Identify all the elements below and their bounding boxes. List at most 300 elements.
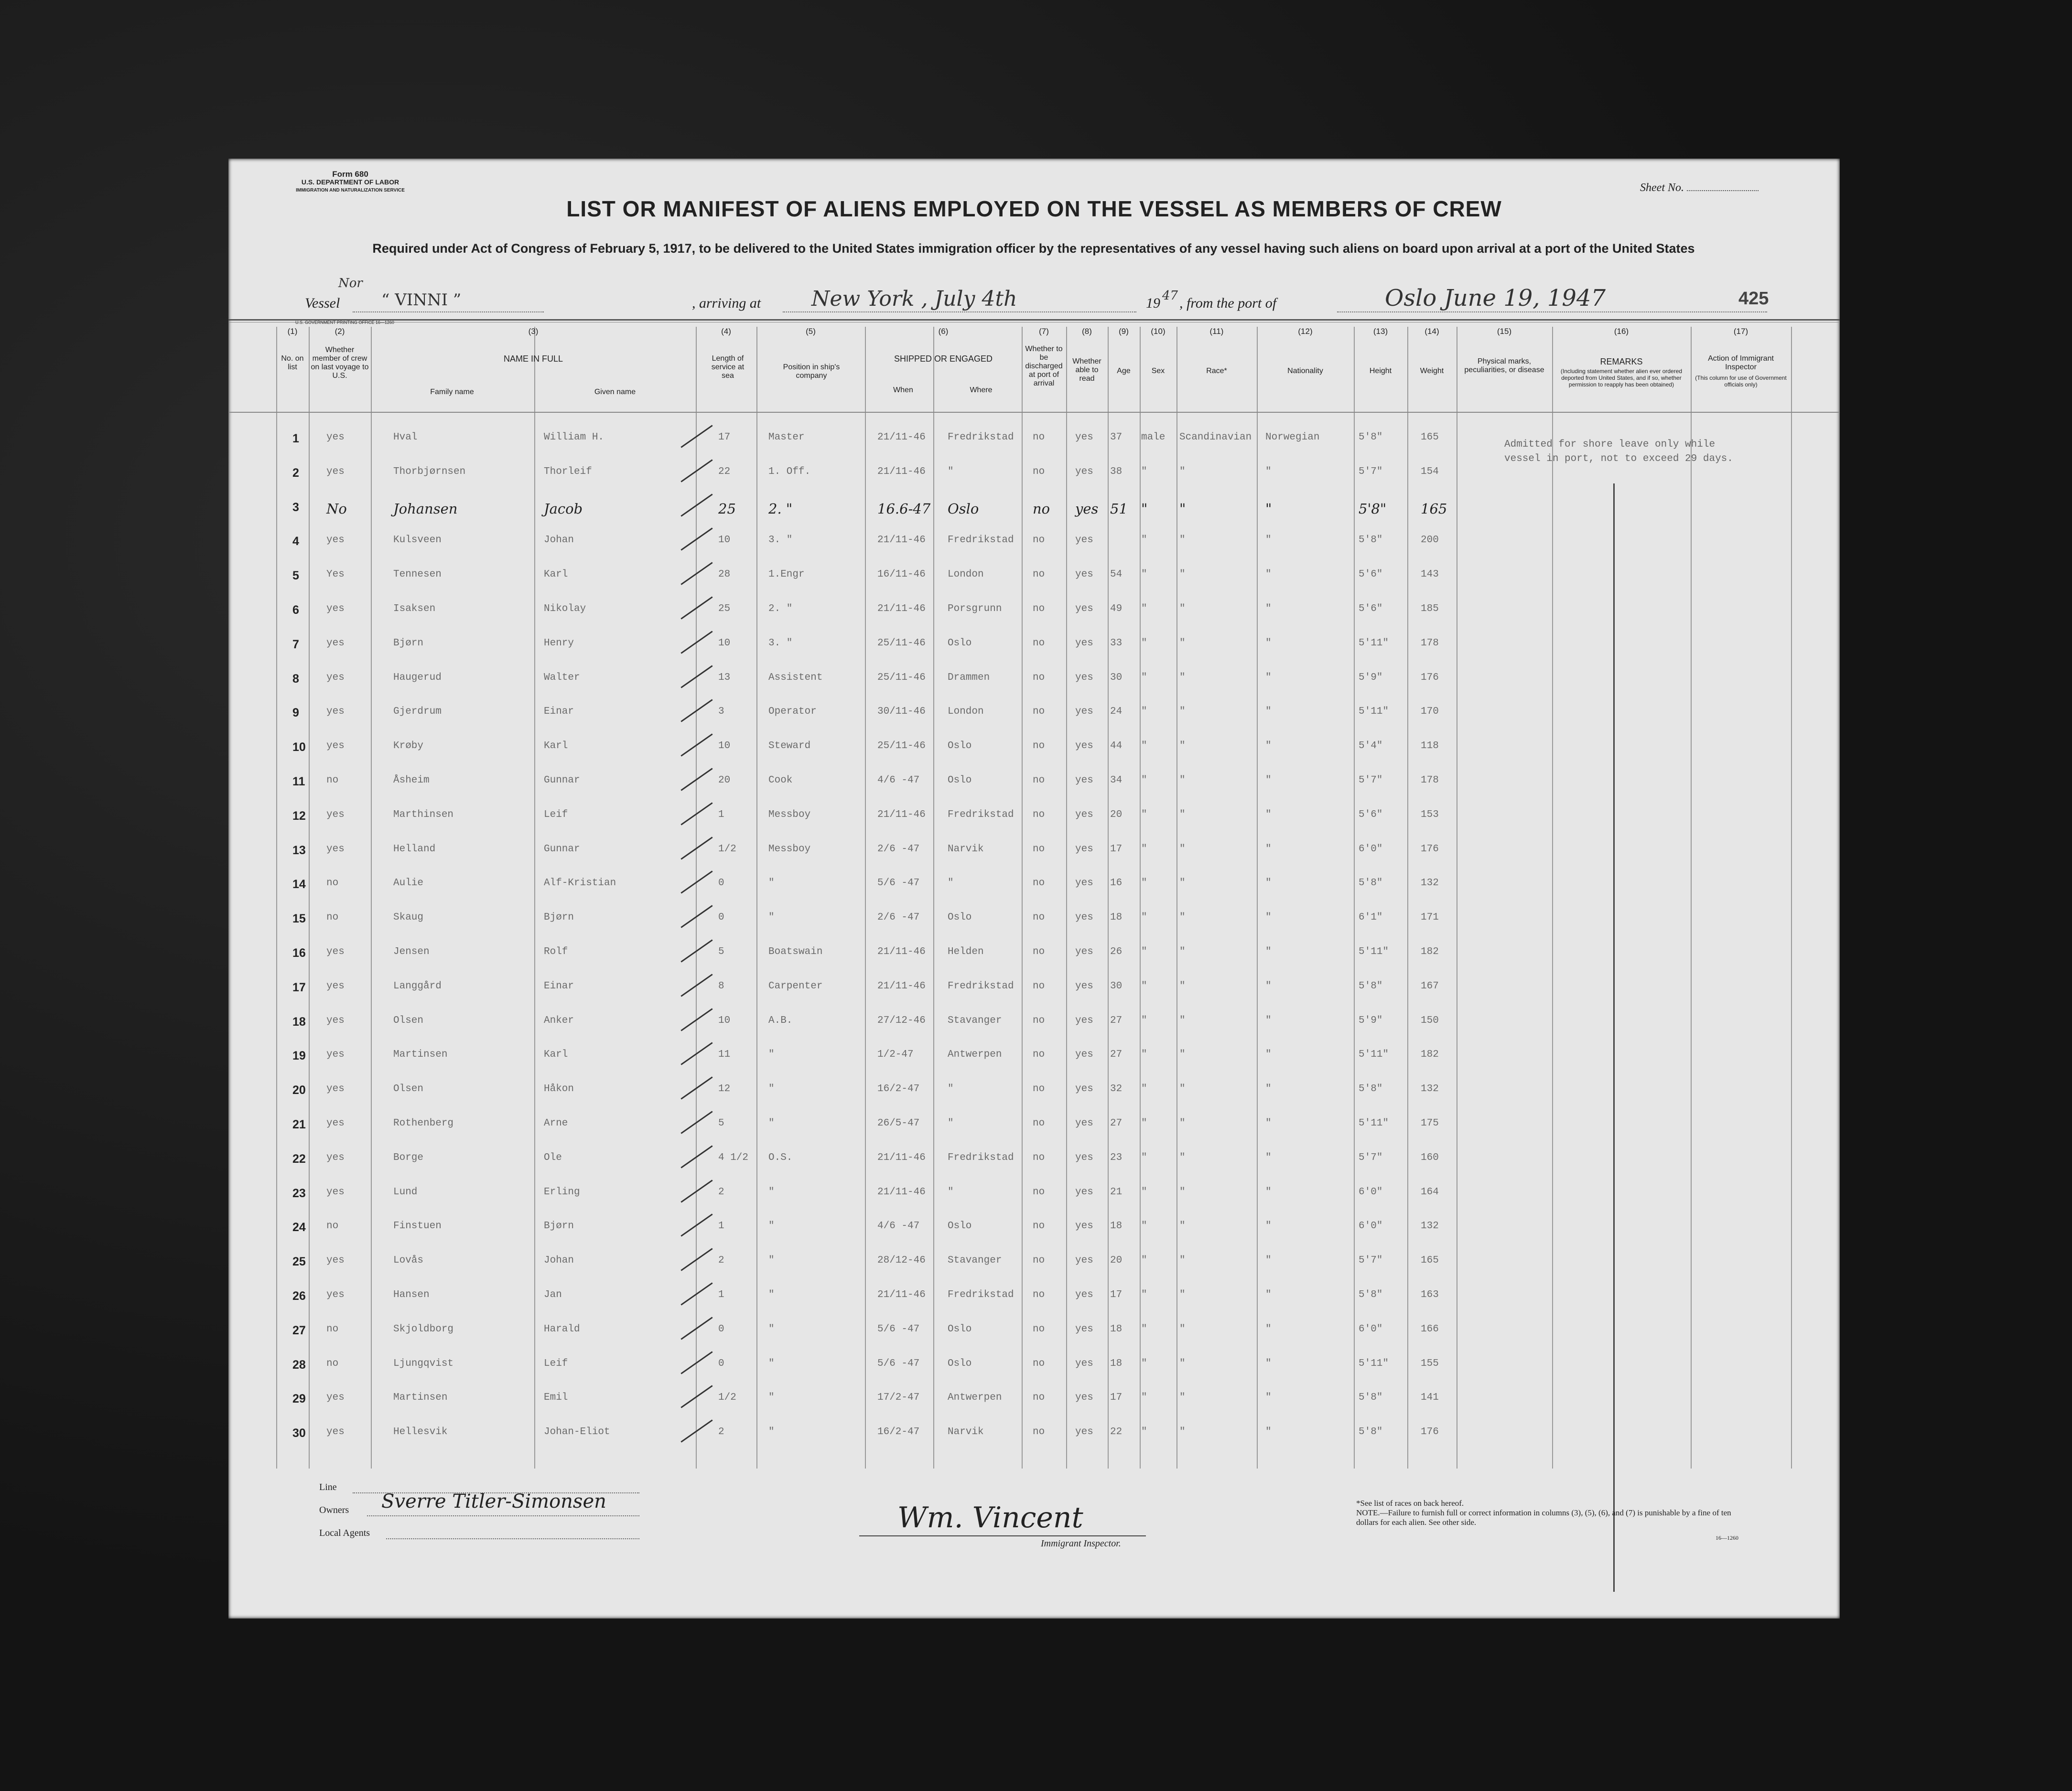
where-cell: Fredrikstad <box>948 432 1014 443</box>
col-hdr-no: No. on list <box>281 354 304 371</box>
col-num-6: (6) <box>938 327 949 336</box>
row-number: 25 <box>292 1255 306 1269</box>
table-row <box>228 731 1840 764</box>
given-name-cell: Leif <box>544 809 568 820</box>
from-value: Oslo June 19, 1947 <box>1385 285 1606 311</box>
height-cell: 5'8" <box>1359 1083 1383 1095</box>
col-num-1: (1) <box>287 327 298 336</box>
nationality-cell: " <box>1265 1015 1272 1026</box>
read-cell: yes <box>1075 912 1093 923</box>
printing-office: U.S. GOVERNMENT PRINTING OFFICE 16—1260 <box>295 320 394 325</box>
race-cell: " <box>1179 535 1186 546</box>
tally-mark <box>680 1282 712 1305</box>
tally-mark <box>680 665 712 688</box>
height-cell: 6'0" <box>1359 1221 1383 1232</box>
age-cell: 16 <box>1110 878 1122 889</box>
family-name-cell: Thorbjørnsen <box>393 466 466 477</box>
year-value: 47 <box>1162 289 1178 303</box>
form-code: 16—1260 <box>1716 1534 1738 1541</box>
position-cell: Carpenter <box>768 980 823 992</box>
race-cell: " <box>1179 637 1186 649</box>
col-num-4: (4) <box>721 327 731 336</box>
nationality-cell: Norwegian <box>1265 432 1320 443</box>
col-hdr-physical: Physical marks, peculiarities, or disease <box>1464 357 1544 374</box>
prev-voyage-cell: yes <box>326 809 345 820</box>
stamp-number: 425 <box>1738 289 1769 309</box>
when-cell: 2/6 -47 <box>877 912 920 923</box>
prev-voyage-cell: yes <box>326 535 345 546</box>
tally-mark <box>680 1008 712 1031</box>
when-cell: 2/6 -47 <box>877 843 920 855</box>
family-name-cell: Hansen <box>393 1289 430 1300</box>
tally-mark <box>680 1042 712 1065</box>
tally-mark <box>680 1077 712 1100</box>
prev-voyage-cell: yes <box>326 1289 345 1300</box>
height-cell: 5'8" <box>1359 1289 1383 1300</box>
prev-voyage-cell: yes <box>326 843 345 855</box>
weight-cell: 165 <box>1421 1255 1439 1266</box>
age-cell: 33 <box>1110 637 1122 649</box>
age-cell: 18 <box>1110 1323 1122 1335</box>
col-hdr-remarks-note: (Including statement whether alien ever ordered deported from United States, and if so, whether permission to reapply has been obtained) <box>1560 368 1683 388</box>
service-cell: 0 <box>718 1358 724 1369</box>
from-underline <box>1337 311 1767 312</box>
position-cell: " <box>768 1392 775 1404</box>
family-name-cell: Jensen <box>393 946 430 957</box>
race-cell: " <box>1179 843 1186 855</box>
weight-cell: 118 <box>1421 740 1439 752</box>
tally-mark <box>680 939 712 962</box>
arriving-underline <box>783 311 1136 312</box>
age-cell: 37 <box>1110 432 1122 443</box>
form-identifier <box>279 170 422 194</box>
position-cell: A.B. <box>768 1015 793 1026</box>
sex-cell: " <box>1141 672 1147 683</box>
vessel-name-underline <box>353 311 544 312</box>
weight-cell: 200 <box>1421 535 1439 546</box>
table-row <box>228 1245 1840 1279</box>
position-cell: " <box>768 1323 775 1335</box>
col-hdr-action: Action of Immigrant Inspector <box>1708 354 1774 371</box>
service-cell: 0 <box>718 912 724 923</box>
position-cell: 1. Off. <box>768 466 811 477</box>
vessel-prefix: Nor <box>338 276 363 290</box>
prev-voyage-cell: yes <box>326 432 345 443</box>
height-cell: 6'0" <box>1359 843 1383 855</box>
nationality-cell: " <box>1265 980 1272 992</box>
nationality-cell: " <box>1265 569 1272 580</box>
weight-cell: 154 <box>1421 466 1439 477</box>
read-cell: yes <box>1075 1392 1093 1404</box>
discharged-cell: no <box>1033 775 1045 786</box>
service-cell: 17 <box>718 432 731 443</box>
col-hdr-weight: Weight <box>1420 367 1444 375</box>
discharged-cell: no <box>1033 843 1045 855</box>
height-cell: 5'6" <box>1359 809 1383 820</box>
col-hdr-read: Whether able to read <box>1072 357 1101 383</box>
service-cell: 10 <box>718 637 731 649</box>
weight-cell: 132 <box>1421 1083 1439 1095</box>
row-number: 5 <box>292 569 299 583</box>
service-cell: 10 <box>718 1015 731 1026</box>
service-cell: 10 <box>718 740 731 752</box>
weight-cell: 132 <box>1421 1221 1439 1232</box>
col-hdr-shipped: SHIPPED OR ENGAGED <box>894 354 993 364</box>
nationality-cell: " <box>1265 1083 1272 1095</box>
sex-cell: " <box>1141 740 1147 752</box>
discharged-cell: no <box>1033 1083 1045 1095</box>
sex-cell: " <box>1141 1221 1147 1232</box>
given-name-cell: Erling <box>544 1186 580 1198</box>
height-cell: 5'8" <box>1359 1426 1383 1438</box>
table-row <box>228 1383 1840 1416</box>
age-cell: 17 <box>1110 1289 1122 1300</box>
weight-cell: 171 <box>1421 912 1439 923</box>
discharged-cell: no <box>1033 1152 1045 1163</box>
tally-mark <box>680 459 712 482</box>
weight-cell: 164 <box>1421 1186 1439 1198</box>
table-row <box>228 800 1840 833</box>
weight-cell: 178 <box>1421 775 1439 786</box>
where-cell: Oslo <box>948 912 972 923</box>
where-cell: Stavanger <box>948 1255 1002 1266</box>
service-cell: 1/2 <box>718 1392 736 1404</box>
given-name-cell: Arne <box>544 1118 568 1129</box>
nationality-cell: " <box>1265 672 1272 683</box>
where-cell: Oslo <box>948 1358 972 1369</box>
height-cell: 5'8" <box>1359 878 1383 889</box>
age-cell: 54 <box>1110 569 1122 580</box>
given-name-cell: Walter <box>544 672 580 683</box>
tally-mark <box>680 837 712 859</box>
position-cell: " <box>768 1186 775 1198</box>
race-cell: " <box>1179 1255 1186 1266</box>
col-hdr-name: NAME IN FULL <box>503 354 563 364</box>
read-cell: yes <box>1075 1118 1093 1129</box>
position-cell: " <box>768 1083 775 1095</box>
nationality-cell: " <box>1265 706 1272 718</box>
read-cell: yes <box>1075 775 1093 786</box>
prev-voyage-cell: yes <box>326 1049 345 1061</box>
col-hdr-position: Position in ship's company <box>783 363 840 380</box>
read-cell: yes <box>1075 637 1093 649</box>
given-name-cell: Karl <box>544 569 568 580</box>
when-cell: 28/12-46 <box>877 1255 926 1266</box>
row-number: 17 <box>292 980 306 994</box>
service-cell: 0 <box>718 1323 724 1335</box>
col-hdr-remarks: REMARKS <box>1600 357 1643 366</box>
tally-mark <box>680 493 712 516</box>
table-row <box>228 525 1840 558</box>
family-name-cell: Borge <box>393 1152 424 1163</box>
read-cell: yes <box>1075 1289 1093 1300</box>
discharged-cell: no <box>1033 1426 1045 1438</box>
table-row <box>228 971 1840 1005</box>
age-cell: 20 <box>1110 1255 1122 1266</box>
race-cell: " <box>1179 1118 1186 1129</box>
read-cell: yes <box>1075 1049 1093 1061</box>
row-number: 14 <box>292 878 306 891</box>
sex-cell: " <box>1141 980 1147 992</box>
row-number: 24 <box>292 1221 306 1234</box>
family-name-cell: Martinsen <box>393 1392 448 1404</box>
header-bottom-rule <box>228 412 1840 413</box>
service-cell: 1 <box>718 809 724 820</box>
service-cell: 25 <box>718 500 736 517</box>
row-number: 1 <box>292 432 299 445</box>
race-cell: " <box>1179 878 1186 889</box>
table-row <box>228 1108 1840 1142</box>
discharged-cell: no <box>1033 1392 1045 1404</box>
discharged-cell: no <box>1033 569 1045 580</box>
discharged-cell: no <box>1033 946 1045 957</box>
tally-mark <box>680 1214 712 1237</box>
age-cell: 21 <box>1110 1186 1122 1198</box>
age-cell: 27 <box>1110 1118 1122 1129</box>
discharged-cell: no <box>1033 1255 1045 1266</box>
height-cell: 5'9" <box>1359 672 1383 683</box>
when-cell: 25/11-46 <box>877 637 926 649</box>
where-cell: Oslo <box>948 740 972 752</box>
tally-mark <box>680 631 712 654</box>
nationality-cell: " <box>1265 603 1272 614</box>
table-row <box>228 1349 1840 1382</box>
weight-cell: 178 <box>1421 637 1439 649</box>
when-cell: 16/2-47 <box>877 1083 920 1095</box>
age-cell: 22 <box>1110 1426 1122 1438</box>
race-cell: " <box>1179 1015 1186 1026</box>
nationality-cell: " <box>1265 500 1272 517</box>
where-cell: Fredrikstad <box>948 1289 1014 1300</box>
sex-cell: " <box>1141 535 1147 546</box>
race-cell: " <box>1179 1221 1186 1232</box>
discharged-cell: no <box>1033 432 1045 443</box>
col-hdr-given-name: Given name <box>594 388 636 396</box>
read-cell: yes <box>1075 535 1093 546</box>
when-cell: 21/11-46 <box>877 535 926 546</box>
given-name-cell: Bjørn <box>544 1221 574 1232</box>
nationality-cell: " <box>1265 1255 1272 1266</box>
discharged-cell: no <box>1033 1049 1045 1061</box>
col-hdr-family-name: Family name <box>430 388 474 396</box>
tally-mark <box>680 1317 712 1340</box>
family-name-cell: Olsen <box>393 1015 424 1026</box>
discharged-cell: no <box>1033 1118 1045 1129</box>
owners-underline <box>367 1515 639 1516</box>
prev-voyage-cell: yes <box>326 1255 345 1266</box>
where-cell: Helden <box>948 946 984 957</box>
when-cell: 16/11-46 <box>877 569 926 580</box>
prev-voyage-cell: yes <box>326 1083 345 1095</box>
when-cell: 21/11-46 <box>877 1186 926 1198</box>
read-cell: yes <box>1075 980 1093 992</box>
given-name-cell: Alf-Kristian <box>544 878 616 889</box>
race-cell: " <box>1179 1323 1186 1335</box>
family-name-cell: Marthinsen <box>393 809 454 820</box>
row-number: 20 <box>292 1083 306 1097</box>
prev-voyage-cell: no <box>326 878 339 889</box>
sex-cell: " <box>1141 603 1147 614</box>
height-cell: 6'1" <box>1359 912 1383 923</box>
read-cell: yes <box>1075 466 1093 477</box>
position-cell: Operator <box>768 706 817 718</box>
height-cell: 6'0" <box>1359 1186 1383 1198</box>
discharged-cell: no <box>1033 1015 1045 1026</box>
prev-voyage-cell: yes <box>326 946 345 957</box>
sex-cell: " <box>1141 1152 1147 1163</box>
height-cell: 5'11" <box>1359 706 1389 718</box>
weight-cell: 167 <box>1421 980 1439 992</box>
read-cell: yes <box>1075 1152 1093 1163</box>
sex-cell: " <box>1141 1186 1147 1198</box>
col-num-9: (9) <box>1119 327 1129 336</box>
where-cell: Drammen <box>948 672 990 683</box>
table-row <box>228 1143 1840 1176</box>
nationality-cell: " <box>1265 775 1272 786</box>
tally-mark <box>680 596 712 619</box>
age-cell: 18 <box>1110 1221 1122 1232</box>
position-cell: " <box>768 1255 775 1266</box>
service-cell: 10 <box>718 535 731 546</box>
family-name-cell: Krøby <box>393 740 424 752</box>
where-cell: Fredrikstad <box>948 535 1014 546</box>
family-name-cell: Rothenberg <box>393 1118 454 1129</box>
position-cell: 1.Engr <box>768 569 805 580</box>
age-cell: 17 <box>1110 1392 1122 1404</box>
tally-mark <box>680 768 712 791</box>
height-cell: 5'8" <box>1359 1392 1383 1404</box>
row-number: 26 <box>292 1289 306 1303</box>
prev-voyage-cell: yes <box>326 706 345 718</box>
given-name-cell: Thorleif <box>544 466 592 477</box>
where-cell: Fredrikstad <box>948 1152 1014 1163</box>
col-num-13: (13) <box>1373 327 1388 336</box>
age-cell: 30 <box>1110 672 1122 683</box>
where-cell: London <box>948 569 984 580</box>
read-cell: yes <box>1075 569 1093 580</box>
col-num-14: (14) <box>1424 327 1439 336</box>
row-number: 27 <box>292 1323 306 1337</box>
weight-cell: 165 <box>1421 432 1439 443</box>
when-cell: 17/2-47 <box>877 1392 920 1404</box>
height-cell: 5'11" <box>1359 1358 1389 1369</box>
family-name-cell: Olsen <box>393 1083 424 1095</box>
weight-cell: 182 <box>1421 1049 1439 1061</box>
given-name-cell: Karl <box>544 740 568 752</box>
race-cell: " <box>1179 809 1186 820</box>
col-num-10: (10) <box>1151 327 1166 336</box>
position-cell: Assistent <box>768 672 823 683</box>
where-cell: Oslo <box>948 637 972 649</box>
table-row <box>228 663 1840 696</box>
prev-voyage-cell: yes <box>326 672 345 683</box>
height-cell: 5'9" <box>1359 1015 1383 1026</box>
when-cell: 4/6 -47 <box>877 1221 920 1232</box>
weight-cell: 170 <box>1421 706 1439 718</box>
sex-cell: " <box>1141 706 1147 718</box>
service-cell: 5 <box>718 1118 724 1129</box>
where-cell: " <box>948 878 954 889</box>
table-row <box>228 491 1840 525</box>
sex-cell: " <box>1141 878 1147 889</box>
where-cell: Fredrikstad <box>948 809 1014 820</box>
service-cell: 13 <box>718 672 731 683</box>
col-hdr-service: Length of service at sea <box>711 354 745 380</box>
sex-cell: " <box>1141 843 1147 855</box>
table-row <box>228 937 1840 970</box>
sheet-number-blank <box>1687 190 1759 191</box>
discharged-cell: no <box>1033 1358 1045 1369</box>
sex-cell: " <box>1141 637 1147 649</box>
col-hdr-race: Race* <box>1206 367 1227 375</box>
sheet-number-label: Sheet No. <box>1640 182 1684 194</box>
sheet-number <box>1640 182 1759 194</box>
col-hdr-discharged: Whether to be discharged at port of arrival <box>1025 345 1063 387</box>
weight-cell: 153 <box>1421 809 1439 820</box>
height-cell: 5'7" <box>1359 1152 1383 1163</box>
service-cell: 2 <box>718 1426 724 1438</box>
given-name-cell: Jacob <box>544 500 583 517</box>
sex-cell: " <box>1141 466 1147 477</box>
inspector-signature: Wm. Vincent <box>897 1501 1083 1534</box>
family-name-cell: Helland <box>393 843 436 855</box>
nationality-cell: " <box>1265 946 1272 957</box>
family-name-cell: Skaug <box>393 912 424 923</box>
discharged-cell: no <box>1033 466 1045 477</box>
nationality-cell: " <box>1265 1289 1272 1300</box>
age-cell: 27 <box>1110 1015 1122 1026</box>
table-row <box>228 1211 1840 1244</box>
row-number: 28 <box>292 1358 306 1372</box>
nationality-cell: " <box>1265 1358 1272 1369</box>
tally-mark <box>680 425 712 448</box>
given-name-cell: Henry <box>544 637 574 649</box>
col-hdr-where: Where <box>970 386 993 394</box>
given-name-cell: Nikolay <box>544 603 586 614</box>
race-cell: " <box>1179 569 1186 580</box>
service-cell: 28 <box>718 569 731 580</box>
family-name-cell: Bjørn <box>393 637 424 649</box>
where-cell: Fredrikstad <box>948 980 1014 992</box>
read-cell: yes <box>1075 1186 1093 1198</box>
prev-voyage-cell: yes <box>326 1118 345 1129</box>
when-cell: 16.6-47 <box>877 500 931 517</box>
given-name-cell: Leif <box>544 1358 568 1369</box>
where-cell: London <box>948 706 984 718</box>
sex-cell: " <box>1141 775 1147 786</box>
owners-label: Owners <box>319 1505 349 1515</box>
weight-cell: 175 <box>1421 1118 1439 1129</box>
row-number: 9 <box>292 706 299 720</box>
sex-cell: " <box>1141 1083 1147 1095</box>
given-name-cell: Harald <box>544 1323 580 1335</box>
prev-voyage-cell: yes <box>326 980 345 992</box>
age-cell: 34 <box>1110 775 1122 786</box>
nationality-cell: " <box>1265 878 1272 889</box>
tally-mark <box>680 1180 712 1202</box>
nationality-cell: " <box>1265 1221 1272 1232</box>
read-cell: yes <box>1075 1015 1093 1026</box>
table-row <box>228 868 1840 901</box>
age-cell: 32 <box>1110 1083 1122 1095</box>
weight-cell: 176 <box>1421 1426 1439 1438</box>
nationality-cell: " <box>1265 1323 1272 1335</box>
given-name-cell: Håkon <box>544 1083 574 1095</box>
given-name-cell: Gunnar <box>544 775 580 786</box>
footer <box>228 1472 1840 1616</box>
weight-cell: 163 <box>1421 1289 1439 1300</box>
service-cell: 0 <box>718 878 724 889</box>
